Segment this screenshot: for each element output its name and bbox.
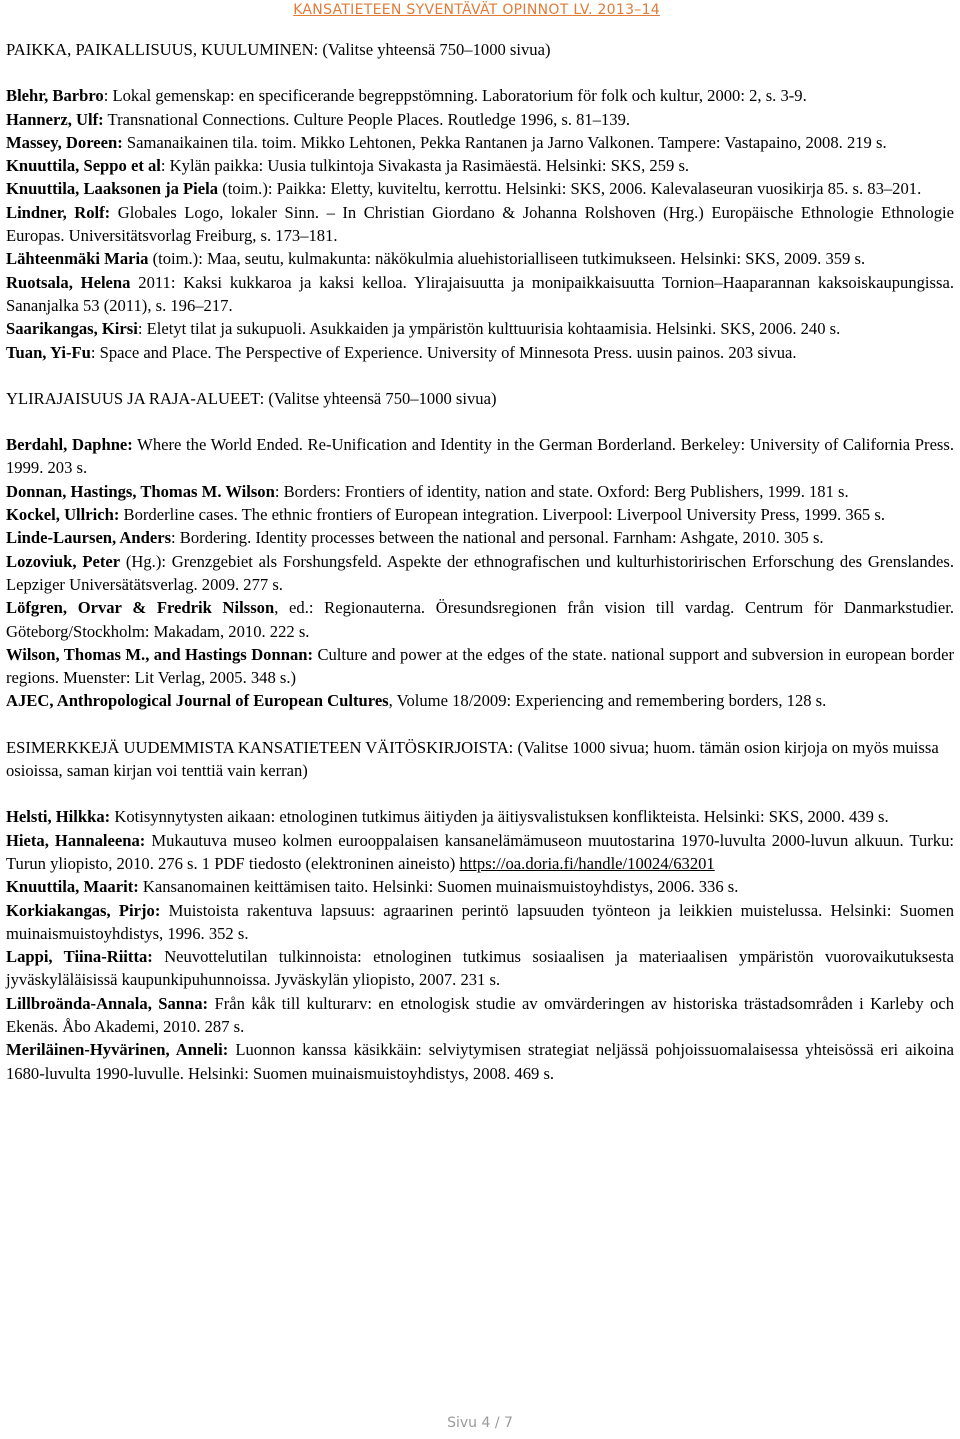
bib-entry — [6, 201, 954, 248]
entry-author: Blehr, Barbro — [6, 86, 104, 106]
bib-entry — [6, 875, 954, 898]
bib-entry — [6, 550, 954, 597]
entry-text: Borderline cases. The ethnic frontiers of European integration. Liverpool: Liverpool University Press, 1999. 365 s. — [119, 505, 885, 525]
entry-text: Muistoista rakentuva lapsuus: agraarinen perintö lapsuuden työnteon ja leikkien muistelussa. Helsinki: Suomen muinaismuistoyhdistys, 1996. 352 s. — [6, 900, 954, 943]
bib-entry — [6, 805, 954, 828]
entry-author: Lappi, Tiina-Riitta: — [6, 947, 153, 967]
entry-author: Lillbroända-Annala, Sanna: — [6, 993, 209, 1013]
bib-entry — [6, 503, 954, 526]
entry-text: : Lokal gemenskap: en specificerande begreppstömning. Laboratorium för folk och kultur, 2000: 2, s. 3-9. — [103, 86, 807, 106]
entry-author: Saarikangas, Kirsi — [6, 319, 138, 339]
bib-entry — [6, 84, 954, 107]
bib-entry — [6, 480, 954, 503]
entry-author: Knuuttila, Laaksonen ja Piela — [6, 179, 219, 199]
entry-author: Kockel, Ullrich: — [6, 505, 120, 525]
entry-text: Where the World Ended. Re-Unification and Identity in the German Borderland. Berkeley: University of California Press. 1999. 203 s. — [6, 435, 954, 478]
entry-text: Neuvottelutilan tulkinnoista: etnologinen tutkimus sosiaalisen ja materiaalisen ympäristön vuorovaikutuksesta jyväskyläläisissä kaupunkipuhunnoissa. Jyväskylän yliopisto, 2007. 231 s. — [6, 947, 954, 990]
entry-text: , ed.: Regionauterna. Öresundsregionen från vision till vardag. Centrum för Danmarkstudier. Göteborg/Stockholm: Makadam, 2010. 222 s. — [6, 598, 954, 641]
entry-text: 2011: Kaksi kukkaroa ja kaksi kelloa. Ylirajaisuutta ja monipaikkaisuutta Tornion–Haaparannan kaksoiskaupungissa. Sananjalka 53 (2011), s. 196–217. — [6, 272, 954, 315]
page-number: Sivu 4 / 7 — [447, 1415, 513, 1431]
entry-author: Tuan, Yi-Fu — [6, 342, 91, 362]
entry-text: Transnational Connections. Culture People Places. Routledge 1996, s. 81–139. — [103, 109, 631, 129]
entry-text: Globales Logo, lokaler Sinn. – In Christian Giordano & Johanna Rolshoven (Hrg.) Europäische Ethnologie Ethnologie Europas. Universitätsvorlag Freiburg, s. 173–181. — [6, 202, 955, 246]
document-body — [6, 38, 954, 1085]
bib-entry — [6, 271, 954, 318]
entry-author: Helsti, Hilkka: — [6, 807, 111, 827]
entry-author: Massey, Doreen: — [6, 132, 123, 152]
entry-author: AJEC, Anthropological Journal of European Cultures — [6, 691, 389, 711]
bib-entry — [6, 341, 954, 364]
bib-entry — [6, 596, 954, 643]
bib-entry — [6, 154, 954, 177]
entry-text: (toim.): Maa, seutu, kulmakunta: näkökulmia aluehistorialliseen tutkimukseen. Helsinki: SKS, 2009. 359 s. — [148, 249, 866, 269]
entry-text: Kotisynnytysten aikaan: etnologinen tutkimus äitiyden ja äitiysvalistuksen konflikteista. Helsinki: SKS, 2000. 439 s. — [110, 807, 889, 827]
entry-author: Löfgren, Orvar & Fredrik Nilsson — [6, 598, 275, 618]
bib-entry — [6, 992, 954, 1039]
entry-author: Donnan, Hastings, Thomas M. Wilson — [6, 481, 275, 501]
entry-author: Lindner, Rolf: — [6, 202, 111, 222]
entry-text: (Hg.): Grenzgebiet als Forshungsfeld. Aspekte der ethnografischen und kulturhistoririschen Erforschung des Grenslandes. Lepziger Universätätsverlag. 2009. 277 s. — [6, 551, 954, 594]
entry-author: Knuuttila, Maarit: — [6, 877, 139, 897]
entry-author: Korkiakangas, Pirjo: — [6, 900, 161, 920]
entry-author: Meriläinen-Hyvärinen, Anneli: — [6, 1040, 229, 1060]
doria-link[interactable]: https://oa.doria.fi/handle/10024/63201 — [459, 853, 715, 873]
entry-author: Linde-Laursen, Anders — [6, 528, 172, 548]
bib-entry — [6, 108, 954, 131]
bib-entry — [6, 177, 954, 200]
bib-entry — [6, 131, 954, 154]
section-title-paikka: PAIKKA, PAIKALLISUUS, KUULUMINEN: (Valitse yhteensä 750–1000 sivua) — [6, 40, 551, 59]
section-title-vaitoskirjat: ESIMERKKEJÄ UUDEMMISTA KANSATIETEEN VÄITÖSKIRJOISTA: (Valitse 1000 sivua; huom. tämän osion kirjoja on myös muissa osioissa, saman kirjan voi tenttiä vain kerran) — [6, 737, 939, 781]
entry-text: : Eletyt tilat ja sukupuoli. Asukkaiden ja ympäristön kulttuurisia kohtaamisia. Helsinki. SKS, 2006. 240 s. — [137, 319, 841, 339]
entry-text: Mukautuva museo kolmen eurooppalaisen kansanelämämuseon muutostarina 1970-luvulta 2000-luvun alkuun. Turku: Turun yliopisto, 2010. 276 s. 1 PDF tiedosto (elektroninen aineisto) — [6, 830, 954, 873]
entry-text: Luonnon kanssa käsikkäin: selviytymisen strategiat neljässä pohjoissuomalaisessa yhteisössä eri aikoina 1680-luvulta 1990-luvulle. Helsinki: Suomen muinaismuistoyhdistys, 2008. 469 s. — [6, 1040, 954, 1083]
bib-entry — [6, 247, 954, 270]
entry-author: Berdahl, Daphne: — [6, 435, 133, 455]
section-title-ylirajaisuus: YLIRAJAISUUS JA RAJA-ALUEET: (Valitse yhteensä 750–1000 sivua) — [6, 388, 497, 408]
bib-entry — [6, 433, 954, 480]
bib-entry — [6, 1038, 954, 1085]
bib-entry — [6, 643, 954, 690]
entry-author: Hannerz, Ulf: — [6, 109, 104, 129]
entry-text: : Kylän paikka: Uusia tulkintoja Sivakasta ja Rasimäestä. Helsinki: SKS, 259 s. — [160, 156, 690, 176]
entry-text: Kansanomainen keittämisen taito. Helsinki: Suomen muinaismuistoyhdistys, 2006. 336 s. — [138, 877, 739, 897]
entry-author: Wilson, Thomas M., and Hastings Donnan: — [6, 644, 313, 664]
entry-text: (toim.): Paikka: Eletty, kuviteltu, kerrottu. Helsinki: SKS, 2006. Kalevalaseuran vuosikirja 85. s. 83–201. — [218, 179, 922, 199]
entry-author: Lozoviuk, Peter — [6, 551, 121, 571]
entry-author: Ruotsala, Helena — [6, 272, 131, 292]
entry-text: Culture and power at the edges of the state. national support and subversion in european border regions. Muenster: Lit Verlag, 2005. 348 s.) — [6, 644, 955, 688]
entry-text: : Space and Place. The Perspective of Experience. University of Minnesota Press. uusin painos. 203 sivua. — [90, 342, 797, 362]
entry-text: : Borders: Frontiers of identity, nation and state. Oxford: Berg Publishers, 1999. 181 s. — [274, 481, 849, 501]
entry-text: Från kåk till kulturarv: en etnologisk studie av omvärderingen av historiska trästadsområden i Karleby och Ekenäs. Åbo Akademi, 2010. 287 s. — [6, 993, 954, 1036]
entry-text: , Volume 18/2009: Experiencing and remembering borders, 128 s. — [388, 691, 827, 711]
bib-entry — [6, 689, 954, 712]
bib-entry — [6, 899, 954, 946]
entry-author: Knuuttila, Seppo et al — [6, 156, 161, 176]
entry-text: Samanaikainen tila. toim. Mikko Lehtonen, Pekka Rantanen ja Jarno Valkonen. Tampere: Vastapaino, 2008. 219 s. — [122, 132, 887, 152]
bib-entry — [6, 526, 954, 549]
page-header: KANSATIETEEN SYVENTÄVÄT OPINNOT LV. 2013–14 — [293, 2, 660, 18]
entry-author: Hieta, Hannaleena: — [6, 830, 146, 850]
bib-entry — [6, 829, 954, 876]
bib-entry — [6, 317, 954, 340]
bib-entry — [6, 945, 954, 992]
entry-author: Lähteenmäki Maria — [6, 249, 149, 269]
entry-text: : Bordering. Identity processes between the national and personal. Farnham: Ashgate, 2010. 305 s. — [171, 528, 824, 548]
